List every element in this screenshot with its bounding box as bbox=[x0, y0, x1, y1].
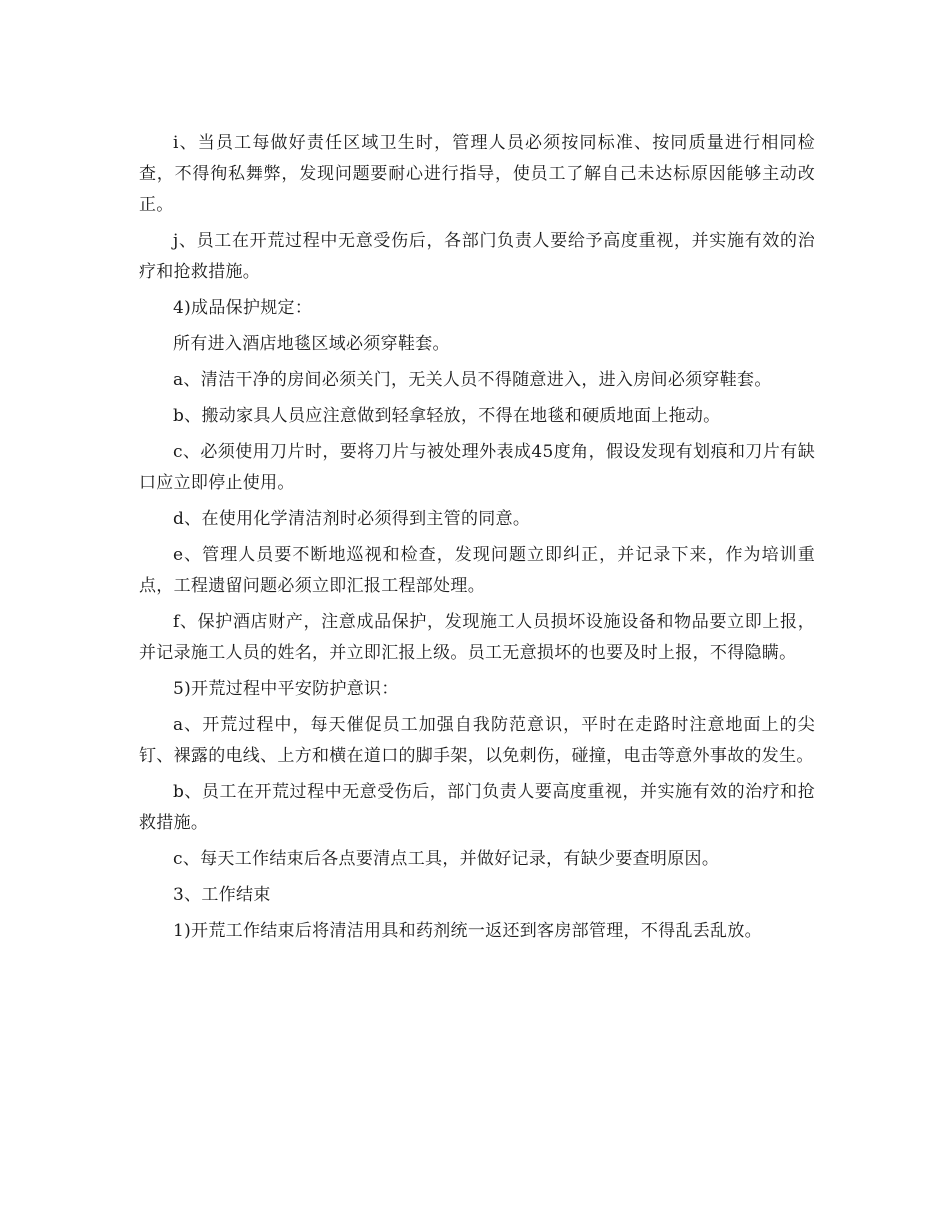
paragraph-e-patrol: e、管理人员要不断地巡视和检查，发现问题立即纠正，并记录下来，作为培训重点，工程遗留问题必须立即汇报工程部处理。 bbox=[139, 545, 815, 596]
paragraph-i-inspection: i、当员工每做好责任区域卫生时，管理人员必须按同标准、按同质量进行相同检查，不得徇私舞弊，发现问题要耐心进行指导，使员工了解自己未达标原因能够主动改正。 bbox=[139, 133, 815, 215]
paragraph-c-blades: c、必须使用刀片时，要将刀片与被处理外表成45度角，假设发现有划痕和刀片有缺口应立即停止使用。 bbox=[139, 442, 815, 493]
paragraph-return-supplies: 1)开荒工作结束后将清洁用具和药剂统一返还到客房部管理，不得乱丢乱放。 bbox=[173, 921, 762, 941]
heading-work-end: 3、工作结束 bbox=[173, 885, 271, 905]
paragraph-f-property: f、保护酒店财产，注意成品保护，发现施工人员损坏设施设备和物品要立即上报，并记录施工人员的姓名，并立即汇报上级。员工无意损坏的也要及时上报，不得隐瞒。 bbox=[139, 612, 815, 663]
document-body bbox=[139, 128, 815, 952]
paragraph-a-self-protection: a、开荒过程中，每天催促员工加强自我防范意识，平时在走路时注意地面上的尖钉、裸露的电线、上方和横在道口的脚手架，以免刺伤，碰撞，电击等意外事故的发生。 bbox=[139, 715, 815, 766]
paragraph-a-close-doors: a、清洁干净的房间必须关门，无关人员不得随意进入，进入房间必须穿鞋套。 bbox=[173, 370, 772, 390]
paragraph-j-injury: j、员工在开荒过程中无意受伤后，各部门负责人要给予高度重视，并实施有效的治疗和抢救措施。 bbox=[139, 231, 815, 282]
paragraph-b-injury-response: b、员工在开荒过程中无意受伤后，部门负责人要高度重视，并实施有效的治疗和抢救措施。 bbox=[139, 782, 815, 833]
paragraph-c-tool-count: c、每天工作结束后各点要清点工具，并做好记录，有缺少要查明原因。 bbox=[173, 849, 720, 869]
heading-product-protection: 4)成品保护规定： bbox=[173, 298, 313, 318]
paragraph-d-chemicals: d、在使用化学清洁剂时必须得到主管的同意。 bbox=[173, 509, 531, 529]
paragraph-b-furniture: b、搬动家具人员应注意做到轻拿轻放，不得在地毯和硬质地面上拖动。 bbox=[173, 406, 721, 426]
heading-safety-awareness: 5)开荒过程中平安防护意识： bbox=[173, 679, 399, 699]
paragraph-shoe-covers: 所有进入酒店地毯区域必须穿鞋套。 bbox=[173, 334, 450, 354]
